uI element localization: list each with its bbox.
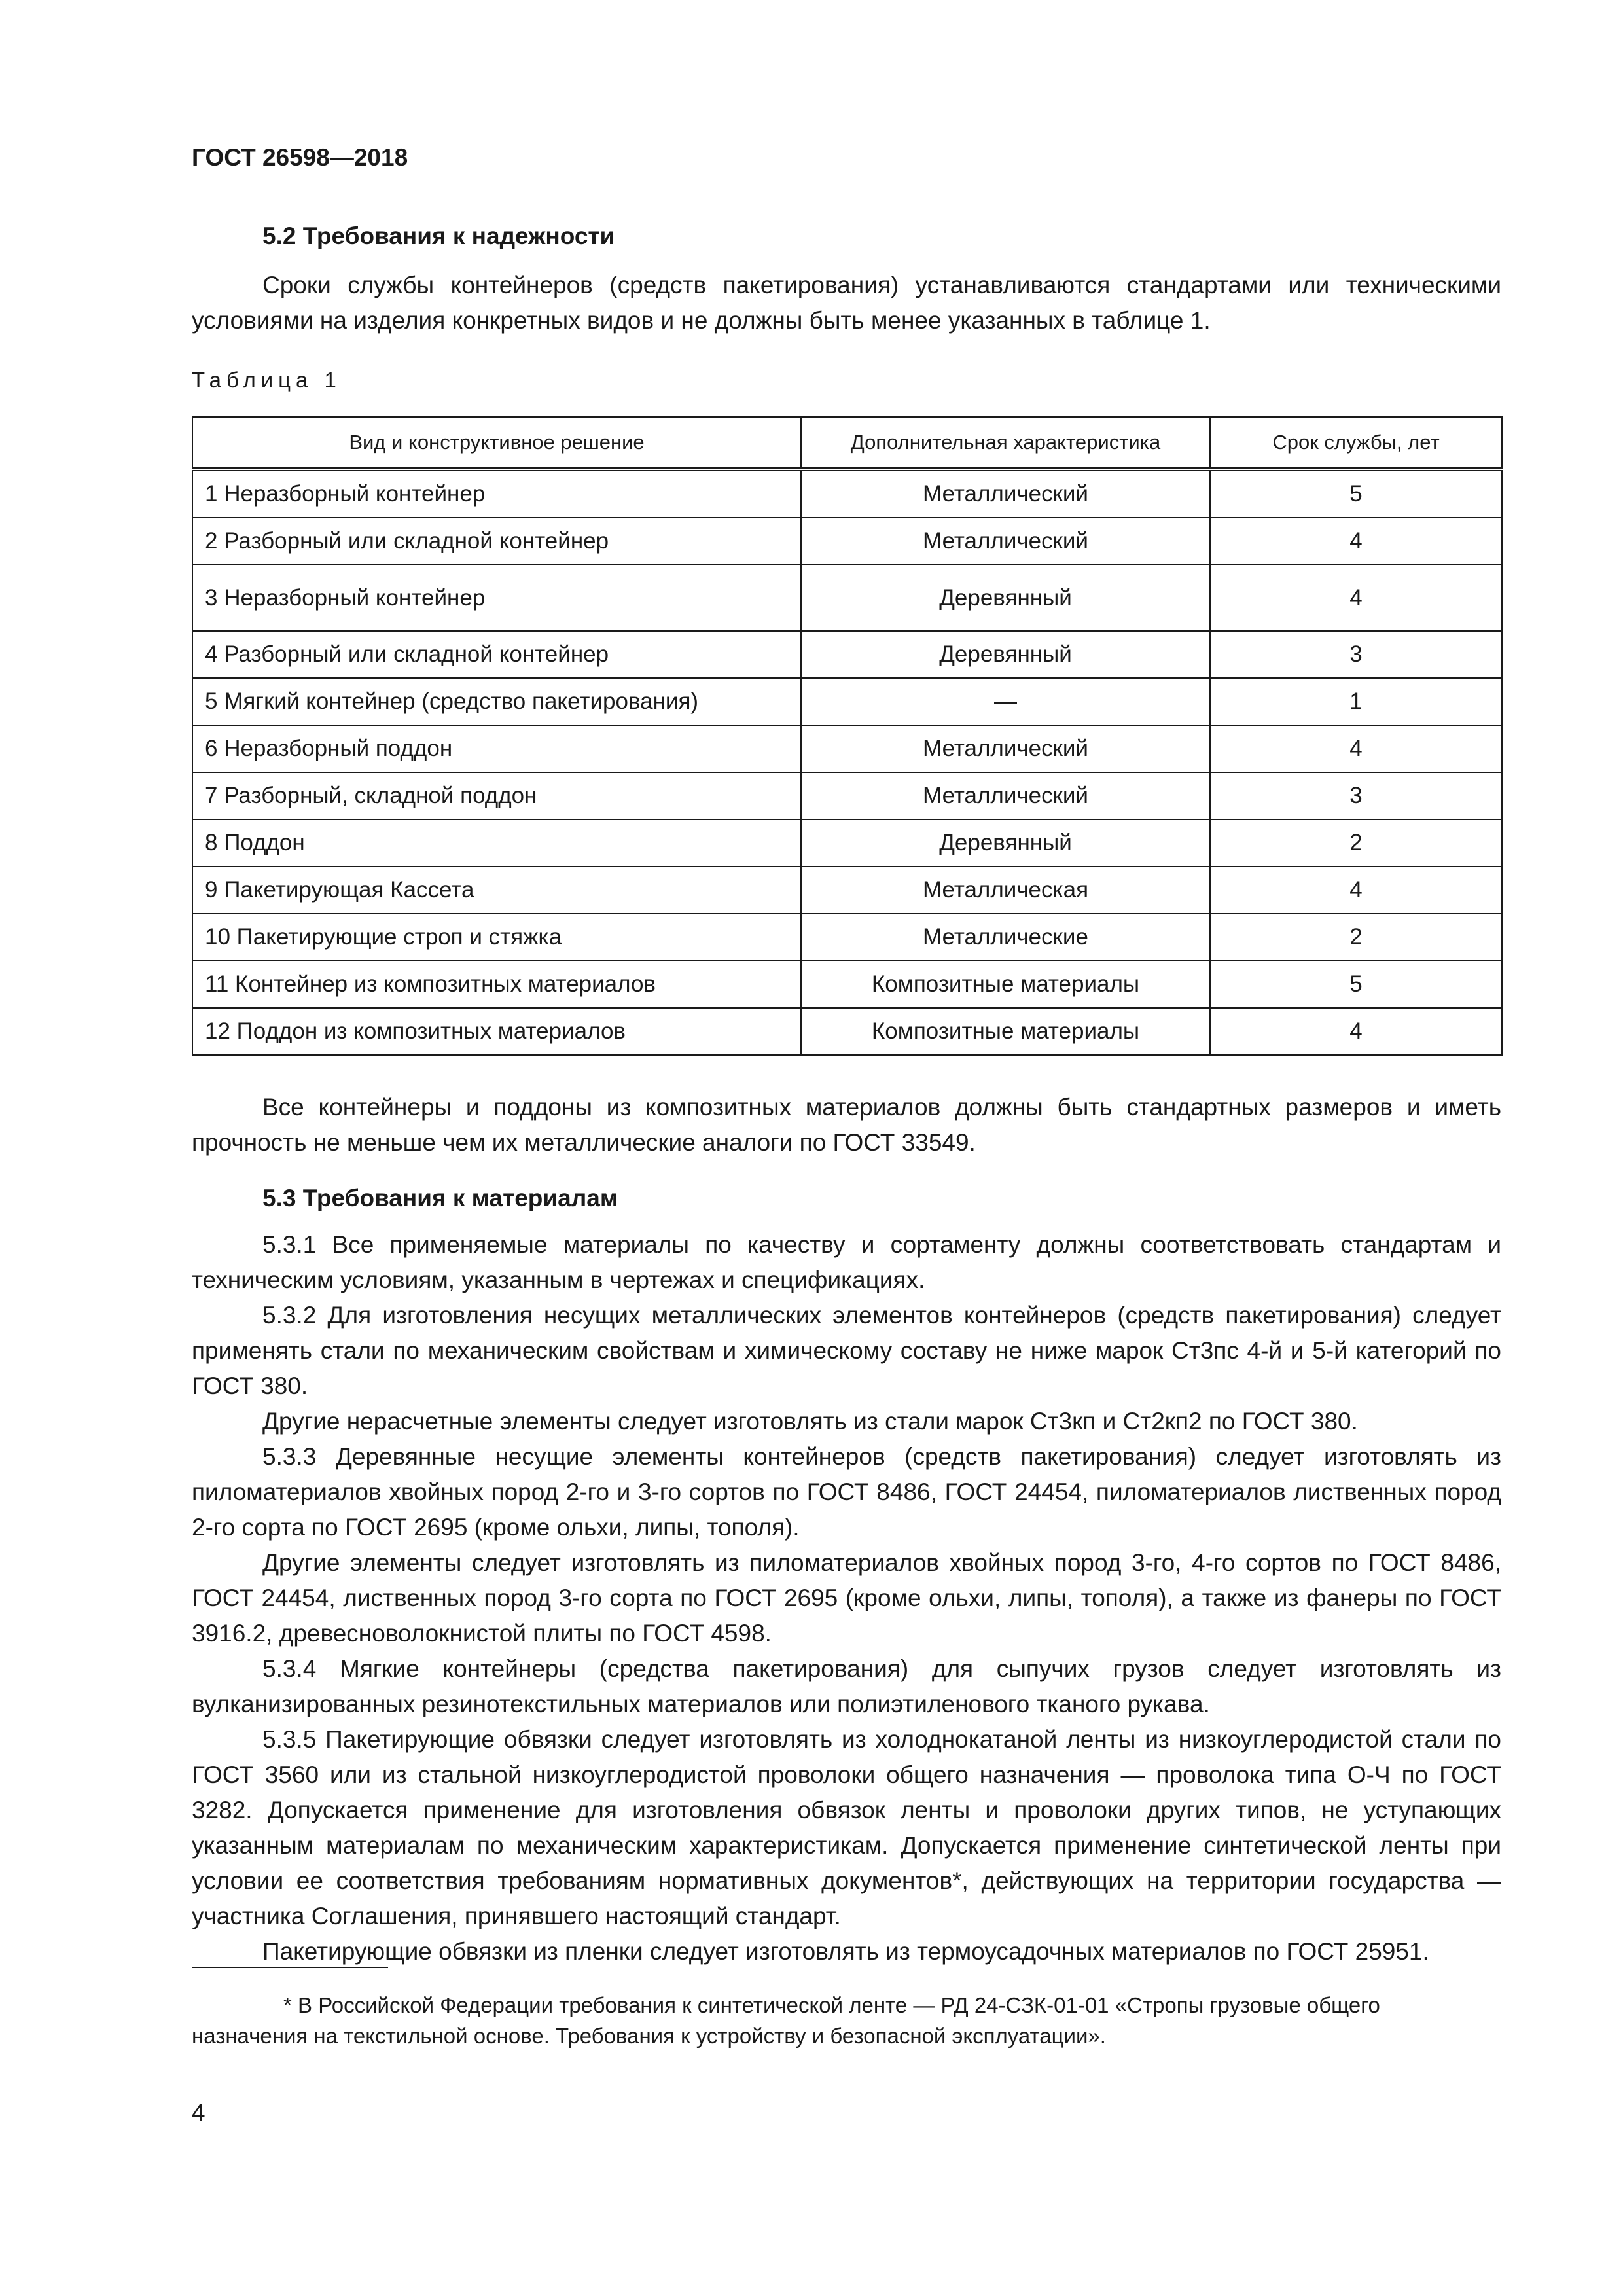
table-cell-type: 4 Разборный или складной контейнер bbox=[192, 631, 801, 678]
table-cell-type: 6 Неразборный поддон bbox=[192, 725, 801, 772]
table-header-row bbox=[192, 417, 1502, 469]
table-cell-lifetime: 5 bbox=[1210, 469, 1502, 518]
table-header-cell: Вид и конструктивное решение bbox=[192, 417, 801, 469]
table-header-cell: Дополнительная характеристика bbox=[801, 417, 1210, 469]
table-cell-lifetime: 1 bbox=[1210, 678, 1502, 725]
table-cell-type: 12 Поддон из композитных материалов bbox=[192, 1008, 801, 1055]
section-5-2-paragraph: Сроки службы контейнеров (средств пакетирования) устанавливаются стандартами или техническими условиями на изделия конкретных видов и не должны быть менее указанных в таблице 1. bbox=[192, 272, 1501, 334]
page-number: 4 bbox=[192, 2099, 205, 2126]
paragraph-film-strapping: Пакетирующие обвязки из пленки следует изготовлять из термоусадочных материалов по ГОСТ 25951. bbox=[262, 1938, 1429, 1965]
table-row bbox=[192, 772, 1502, 819]
paragraph-5-3-4: 5.3.4 Мягкие контейнеры (средства пакетирования) для сыпучих грузов следует изготовлять из вулканизированных резинотекстильных материалов или полиэтиленового тканого рукава. bbox=[192, 1655, 1501, 1717]
table-cell-characteristic: Деревянный bbox=[801, 565, 1210, 631]
table-caption: Таблица 1 bbox=[192, 368, 342, 392]
paragraph-5-3-1: 5.3.1 Все применяемые материалы по качеству и сортаменту должны соответствовать стандартам и техническим условиям, указанным в чертежах и спецификациях. bbox=[192, 1231, 1501, 1293]
table-cell-lifetime: 4 bbox=[1210, 725, 1502, 772]
table-cell-lifetime: 2 bbox=[1210, 914, 1502, 961]
table-cell-characteristic: Композитные материалы bbox=[801, 961, 1210, 1008]
table-cell-lifetime: 2 bbox=[1210, 819, 1502, 867]
paragraph-5-3-2: 5.3.2 Для изготовления несущих металлических элементов контейнеров (средств пакетирования) следует применять стали по механическим свойствам и химическому составу не ниже марок Ст3пс 4-й и 5-й категорий по ГОСТ 380. bbox=[192, 1302, 1501, 1399]
table-cell-lifetime: 4 bbox=[1210, 867, 1502, 914]
table-cell-characteristic: Металлический bbox=[801, 518, 1210, 565]
table-cell-type: 9 Пакетирующая Кассета bbox=[192, 867, 801, 914]
table-cell-type: 11 Контейнер из композитных материалов bbox=[192, 961, 801, 1008]
table-cell-characteristic: Металлические bbox=[801, 914, 1210, 961]
footnote bbox=[192, 1990, 1501, 2051]
table-note-paragraph: Все контейнеры и поддоны из композитных материалов должны быть стандартных размеров и иметь прочность не меньше чем их металлические аналоги по ГОСТ 33549. bbox=[192, 1094, 1501, 1156]
paragraph-wood-other: Другие элементы следует изготовлять из пиломатериалов хвойных пород 3-го, 4-го сортов по ГОСТ 8486, ГОСТ 24454, лиственных пород 3-го сорта по ГОСТ 2695 (кроме ольхи, липы, тополя), а также из фанеры по ГОСТ 3916.2, древесноволокнистой плиты по ГОСТ 4598. bbox=[192, 1549, 1501, 1647]
table-row bbox=[192, 469, 1502, 518]
table-cell-type: 2 Разборный или складной контейнер bbox=[192, 518, 801, 565]
table-cell-type: 5 Мягкий контейнер (средство пакетирования) bbox=[192, 678, 801, 725]
table-cell-type: 1 Неразборный контейнер bbox=[192, 469, 801, 518]
paragraph-5-3-3: 5.3.3 Деревянные несущие элементы контейнеров (средств пакетирования) следует изготовлять из пиломатериалов хвойных пород 2-го и 3-го сортов по ГОСТ 8486, ГОСТ 24454, пиломатериалов лиственных пород 2-го сорта по ГОСТ 2695 (кроме ольхи, липы, тополя). bbox=[192, 1443, 1501, 1541]
section-5-3-body bbox=[192, 1227, 1501, 1969]
table-cell-characteristic: Деревянный bbox=[801, 631, 1210, 678]
table-row bbox=[192, 631, 1502, 678]
table-cell-characteristic: Металлический bbox=[801, 772, 1210, 819]
table-row bbox=[192, 867, 1502, 914]
table-row bbox=[192, 678, 1502, 725]
table-cell-characteristic: Металлический bbox=[801, 725, 1210, 772]
footnote-divider bbox=[192, 1967, 388, 1968]
table-cell-type: 8 Поддон bbox=[192, 819, 801, 867]
table-row bbox=[192, 819, 1502, 867]
table-row bbox=[192, 725, 1502, 772]
table-row bbox=[192, 914, 1502, 961]
table-cell-type: 7 Разборный, складной поддон bbox=[192, 772, 801, 819]
footnote-text: * В Российской Федерации требования к синтетической ленте — РД 24-СЗК-01-01 «Стропы грузовые общего назначения на текстильной основе. Требования к устройству и безопасной эксплуатации». bbox=[192, 1993, 1380, 2048]
paragraph-5-3-5: 5.3.5 Пакетирующие обвязки следует изготовлять из холоднокатаной ленты из низкоуглеродистой стали по ГОСТ 3560 или из стальной низкоуглеродистой проволоки общего назначения — проволока типа О-Ч по ГОСТ 3282. Допускается применение для изготовления обвязок ленты и проволоки других типов, не уступающих указанным материалам по механическим характеристикам. Допускается применение синтетической ленты при условии ее соответствия требованиям нормативных документов*, действующих на территории государства — участника Соглашения, принявшего настоящий стандарт. bbox=[192, 1726, 1501, 1929]
table-cell-lifetime: 4 bbox=[1210, 518, 1502, 565]
table-cell-type: 3 Неразборный контейнер bbox=[192, 565, 801, 631]
table-cell-characteristic: Композитные материалы bbox=[801, 1008, 1210, 1055]
table-row bbox=[192, 1008, 1502, 1055]
table-cell-lifetime: 3 bbox=[1210, 631, 1502, 678]
section-5-2-title: 5.2 Требования к надежности bbox=[262, 223, 615, 249]
table-row bbox=[192, 518, 1502, 565]
table-cell-lifetime: 5 bbox=[1210, 961, 1502, 1008]
table-cell-type: 10 Пакетирующие строп и стяжка bbox=[192, 914, 801, 961]
table-cell-characteristic: Металлическая bbox=[801, 867, 1210, 914]
table-cell-lifetime: 3 bbox=[1210, 772, 1502, 819]
section-5-3-title: 5.3 Требования к материалам bbox=[262, 1185, 618, 1211]
table-header-cell: Срок службы, лет bbox=[1210, 417, 1502, 469]
paragraph-steel-other: Другие нерасчетные элементы следует изготовлять из стали марок Ст3кп и Ст2кп2 по ГОСТ 380. bbox=[262, 1408, 1358, 1435]
table-cell-characteristic: — bbox=[801, 678, 1210, 725]
table-1 bbox=[192, 416, 1503, 1056]
table-cell-characteristic: Металлический bbox=[801, 469, 1210, 518]
table-cell-lifetime: 4 bbox=[1210, 1008, 1502, 1055]
table-cell-characteristic: Деревянный bbox=[801, 819, 1210, 867]
document-header: ГОСТ 26598—2018 bbox=[192, 144, 408, 171]
table-row bbox=[192, 961, 1502, 1008]
table-cell-lifetime: 4 bbox=[1210, 565, 1502, 631]
table-row bbox=[192, 565, 1502, 631]
